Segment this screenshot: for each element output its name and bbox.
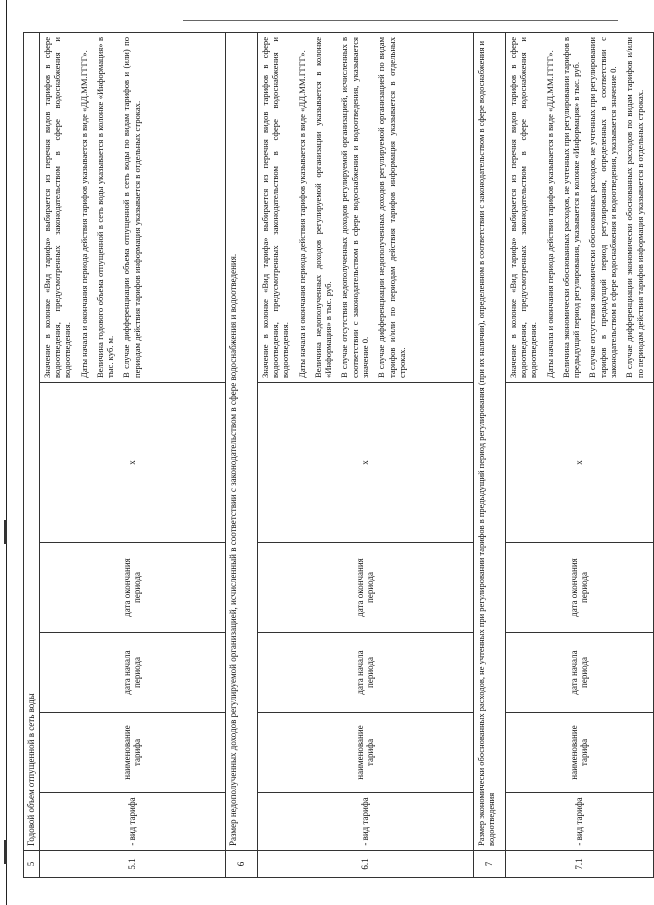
row-heading: Размер экономически обоснованных расходов, не учтенных при регулировании тарифов в предыдущий период регулирования (при их наличии), определенном в соответствии с законодательством в сфере водоснабжения и водоотведения [473,32,505,850]
period-start-column: дата начала периода [257,633,473,713]
instruction-text: Значение в колонке «Вид тарифа» выбирается из перечня видов тарифов в сфере водоотведения, предусмотренных законодательством в сфере водоснабжения и водоотведения. [41,36,73,378]
row-number: 7 [473,851,505,878]
tariff-type-label: - вид тарифа [39,793,225,851]
period-start-column: дата начала периода [505,633,653,713]
instruction-text: Величина годового объема отпущенной в сеть воды указывается в колонке «Информация» в тыс. куб. м. [94,36,116,378]
instruction-text: Даты начала и окончания периода действия тарифов указывается в виде «ДД.ММ.ГГГГ». [544,50,555,378]
scan-mark [4,840,7,864]
top-rule [183,20,618,21]
rotated-page [23,33,645,878]
scan-mark [4,520,7,544]
subrow-number: 5.1 [39,851,225,878]
instruction-text: В случае отсутствия экономически обоснованных расходов, не учтенных при регулировании тарифов в предыдущий период регулирования, определенных в соответствии с законодательством в сфере водоснабжения и водоотведения, указывается значение 0. [587,36,619,378]
table-row-6-header [225,32,257,877]
period-end-column: дата окончания периода [39,543,225,633]
period-start-column: дата начала периода [39,633,225,713]
information-value: x [505,383,653,543]
instructions-cell [505,32,653,382]
row-number: 6 [225,851,257,878]
instructions-cell [257,32,473,382]
instruction-text: Даты начала и окончания периода действия тарифов указывается в виде «ДД.ММ.ГГГГ». [296,50,307,378]
instruction-text: В случае дифференциации объема отпущенной в сеть воды по видам тарифов и (или) по периодам действия тарифов информация указывается в отдельных строках. [121,36,142,378]
table-row-6-1 [257,32,473,877]
period-end-column: дата окончания периода [505,543,653,633]
subrow-number: 7.1 [505,851,653,878]
instruction-text: В случае дифференциации экономически обоснованных расходов по видам тарифов и/или по периодам действия тарифов информация указывается в отдельных строках. [624,36,645,378]
tariff-type-label: - вид тарифа [505,793,653,851]
table-row-5-1 [39,32,225,877]
table-row-7-1 [505,32,653,877]
period-end-column: дата окончания периода [257,543,473,633]
tariff-name-column: наименование тарифа [39,713,225,793]
instruction-text: Даты начала и окончания периода действия тарифов указывается в виде «ДД.ММ.ГГГГ». [78,50,89,378]
row-number: 5 [24,851,40,878]
table-row-7-header [473,32,505,877]
table-row-5-header [24,32,40,877]
tariff-type-label: - вид тарифа [257,793,473,851]
instruction-text: Значение в колонке «Вид тарифа» выбирается из перечня видов тарифов в сфере водоотведения, предусмотренных законодательством в сфере водоснабжения и водоотведения. [259,36,291,378]
row-heading: Годовой объем отпущенной в сеть воды [24,32,40,850]
instruction-text: В случае дифференциации недополученных доходов регулируемой организацией по видам тарифов и/или по периодам действия тарифов информация указывается в отдельных строках. [376,36,408,378]
row-heading: Размер недополученных доходов регулируемой организацией, исчисленный в соответствии с законодательством в сфере водоснабжения и водоотведения. [225,32,257,850]
rotated-table-container [23,33,645,878]
information-value: x [39,383,225,543]
information-value: x [257,383,473,543]
instruction-text: Величина экономически обоснованных расходов, не учтенных при регулировании тарифов в предыдущий период регулирования, указывается в колонке «Информация» в тыс. руб. [560,36,582,378]
tariff-name-column: наименование тарифа [505,713,653,793]
tariff-name-column: наименование тарифа [257,713,473,793]
instruction-text: Значение в колонке «Вид тарифа» выбирается из перечня видов тарифов в сфере водоотведения, предусмотренных законодательством в сфере водоснабжения и водоотведения. [507,36,539,378]
instruction-text: В случае отсутствия недополученных доходов регулируемой организацией, исчисленных в соответствии с законодательством в сфере водоснабжения и водоотведения, указывается значение 0. [339,36,371,378]
instruction-text: Величина недополученных доходов регулируемой организации указывается в колонке «Информация» в тыс. руб. [312,36,334,378]
disclosure-table [23,32,654,878]
instructions-cell [39,32,225,382]
scan-edge-line [6,0,7,905]
subrow-number: 6.1 [257,851,473,878]
